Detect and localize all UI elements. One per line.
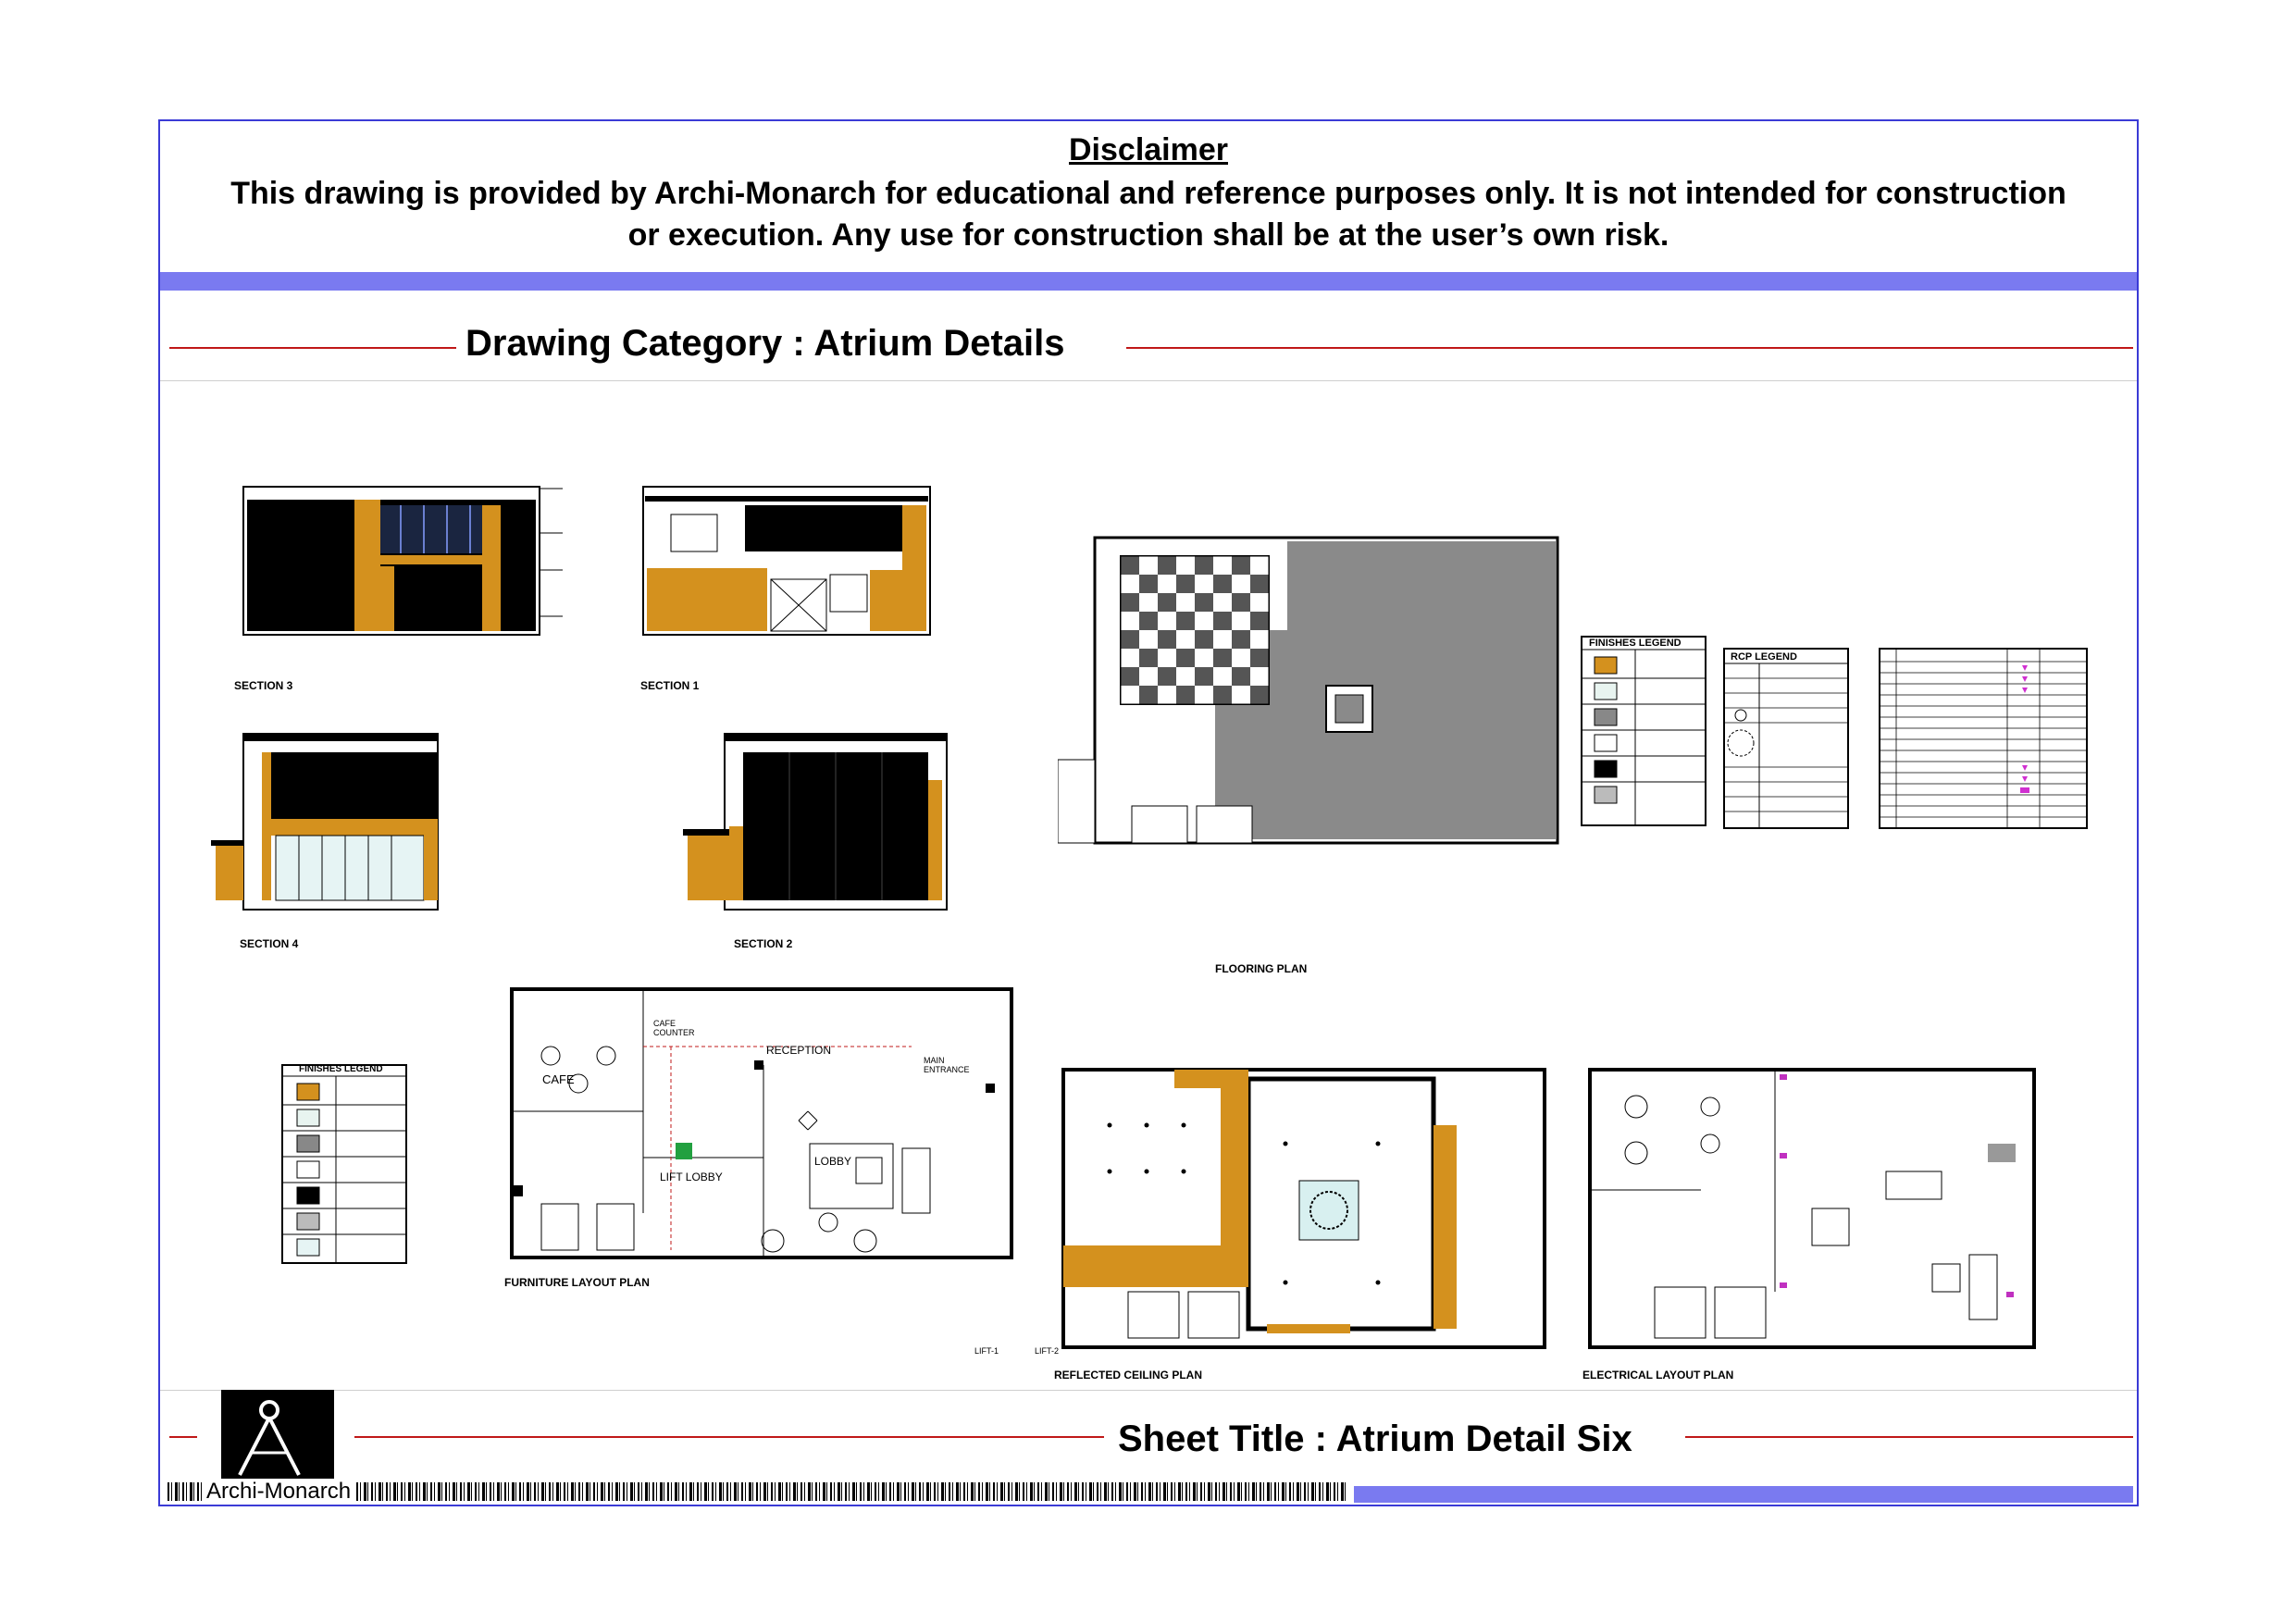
header-band (160, 272, 2137, 291)
lift-lobby-label: LIFT LOBBY (660, 1171, 723, 1183)
section-2-label: SECTION 2 (734, 937, 793, 950)
archi-monarch-logo (221, 1390, 334, 1479)
brand-name: Archi-Monarch (206, 1479, 352, 1504)
cafe-label: CAFE (542, 1072, 575, 1086)
footer-divider (160, 1390, 2137, 1391)
reflected-ceiling-plan-drawing (1054, 1051, 1554, 1366)
disclaimer-text: This drawing is provided by Archi-Monarch for educational and reference purposes only. It is not intended for construction or execution. Any use for construction shall be at the user’s own risk. (230, 176, 2066, 253)
category-rule-right (1126, 347, 2133, 349)
section-4-label: SECTION 4 (240, 937, 299, 950)
footer-rule-right (1685, 1436, 2133, 1438)
main-entrance-label: MAIN ENTRANCE (924, 1056, 970, 1074)
compass-icon (221, 1390, 334, 1479)
section-1-label: SECTION 1 (640, 679, 700, 692)
electrical-layout-plan-drawing (1581, 1051, 2099, 1366)
checker-floor-pattern (1121, 556, 1269, 704)
category-divider (160, 380, 2137, 381)
rcp-lift-2-label: LIFT-2 (1035, 1346, 1060, 1356)
drawing-sheet (158, 119, 2139, 1506)
category-rule-left (169, 347, 456, 349)
electrical-legend-drawing (1878, 647, 2091, 850)
footer-band (1354, 1486, 2133, 1503)
footer-barcode (356, 1482, 1348, 1501)
footer-barcode-left (168, 1482, 205, 1501)
furniture-layout-plan-label: FURNITURE LAYOUT PLAN (504, 1276, 650, 1289)
finishes-legend-small (280, 1063, 410, 1267)
reception-label: RECEPTION (766, 1044, 832, 1057)
finishes-legend-title: FINISHES LEGEND (1589, 638, 1682, 649)
section-1-drawing (634, 477, 967, 663)
section-3-drawing (234, 477, 567, 663)
section-3-label: SECTION 3 (234, 679, 293, 692)
category-title: Drawing Category : Atrium Details (465, 323, 1065, 364)
electrical-layout-plan-label: ELECTRICAL LAYOUT PLAN (1582, 1369, 1734, 1381)
footer-rule-left-short (169, 1436, 197, 1438)
sheet-title: Sheet Title : Atrium Detail Six (1118, 1419, 1632, 1459)
section-2-drawing (678, 725, 1011, 919)
flooring-plan-label: FLOORING PLAN (1215, 962, 1308, 975)
section-4-drawing (206, 725, 540, 919)
finishes-legend-drawing (1580, 635, 1709, 829)
finishes-legend-small-title: FINISHES LEGEND (299, 1064, 383, 1074)
disclaimer-title: Disclaimer (1069, 132, 1228, 167)
rcp-lift-1-label: LIFT-1 (974, 1346, 999, 1356)
footer-rule-mid (354, 1436, 1104, 1438)
rcp-legend-title: RCP LEGEND (1731, 651, 1797, 663)
lobby-label: LOBBY (814, 1155, 852, 1168)
cafe-counter-label: CAFE COUNTER (653, 1019, 695, 1037)
rcp-legend-drawing (1722, 647, 1852, 832)
reflected-ceiling-plan-label: REFLECTED CEILING PLAN (1054, 1369, 1203, 1381)
furniture-layout-plan-drawing (504, 973, 1023, 1269)
